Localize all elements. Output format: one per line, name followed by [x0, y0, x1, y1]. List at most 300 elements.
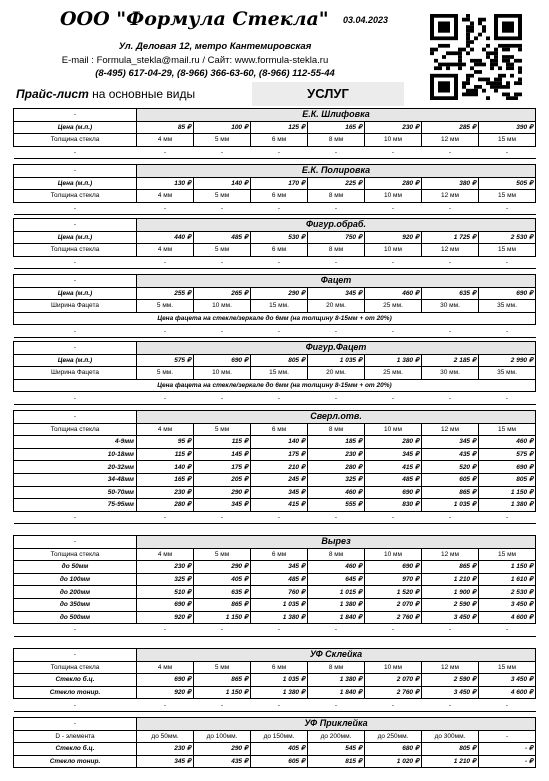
price-cell: 245 ₽ [251, 473, 308, 486]
price-cell: 1 150 ₽ [194, 686, 251, 699]
row-label: 20-32мм [14, 461, 137, 474]
row-label: 10-18мм [14, 448, 137, 461]
price-row [14, 548, 536, 561]
price-cell: 145 ₽ [194, 448, 251, 461]
price-cell: - ₽ [479, 743, 536, 756]
price-section [13, 218, 536, 269]
price-section [13, 341, 536, 405]
blank-dash: - [14, 256, 137, 269]
price-cell: 390 ₽ [479, 121, 536, 134]
value-cell: 8 мм [308, 190, 365, 203]
value-cell: 8 мм [308, 244, 365, 257]
price-cell: 1 015 ₽ [308, 586, 365, 599]
blank-dash: - [194, 511, 251, 524]
value-cell: 12 мм [422, 548, 479, 561]
row-label: Стекло б.ц. [14, 674, 137, 687]
value-cell: до 50мм. [137, 730, 194, 743]
section-dash: - [14, 109, 137, 122]
row-label: Ширина Фацета [14, 367, 137, 380]
price-cell: 415 ₽ [365, 461, 422, 474]
price-section [13, 274, 536, 338]
row-label: Толщина стекла [14, 134, 137, 147]
price-cell: 230 ₽ [137, 743, 194, 756]
price-cell: 805 ₽ [422, 743, 479, 756]
blank-dash: - [194, 256, 251, 269]
blank-dash: - [422, 202, 479, 215]
price-cell: 230 ₽ [137, 561, 194, 574]
value-cell: 6 мм [251, 134, 308, 147]
price-cell: 280 ₽ [365, 177, 422, 190]
value-cell: 10 мм. [194, 300, 251, 313]
price-cell: 3 450 ₽ [422, 686, 479, 699]
price-cell: 255 ₽ [137, 287, 194, 300]
price-cell: 460 ₽ [479, 436, 536, 449]
value-cell: 12 мм [422, 423, 479, 436]
price-row [14, 730, 536, 743]
price-cell: 345 ₽ [308, 287, 365, 300]
row-label: Толщина стекла [14, 190, 137, 203]
value-cell: 6 мм [251, 423, 308, 436]
blank-dash: - [479, 325, 536, 338]
price-cell: 1 035 ₽ [251, 598, 308, 611]
value-cell: 12 мм [422, 190, 479, 203]
price-cell: 815 ₽ [308, 755, 365, 768]
blank-dash: - [14, 624, 137, 637]
value-cell: 20 мм. [308, 367, 365, 380]
price-cell: 405 ₽ [194, 573, 251, 586]
value-cell: 5 мм [194, 548, 251, 561]
price-cell: 230 ₽ [365, 121, 422, 134]
blank-dash: - [308, 699, 365, 712]
price-cell: 605 ₽ [251, 755, 308, 768]
blank-dash: - [308, 256, 365, 269]
section-header-row [14, 275, 536, 288]
price-cell: 290 ₽ [251, 287, 308, 300]
price-cell: 460 ₽ [365, 287, 422, 300]
section-note: Цена фацета на стекле/зеркале до 6мм (на толщину 8-15мм + от 20%) [14, 312, 536, 325]
price-row [14, 423, 536, 436]
price-cell: 1 380 ₽ [251, 686, 308, 699]
price-row [14, 134, 536, 147]
blank-dash: - [194, 325, 251, 338]
price-cell: 460 ₽ [308, 561, 365, 574]
price-cell: 575 ₽ [137, 354, 194, 367]
blank-dash: - [365, 624, 422, 637]
row-label: 34-48мм [14, 473, 137, 486]
section-header-row [14, 649, 536, 662]
blank-dash: - [422, 699, 479, 712]
row-label: до 350мм [14, 598, 137, 611]
value-cell: 12 мм [422, 134, 479, 147]
section-dash: - [14, 342, 137, 355]
value-cell: 10 мм [365, 548, 422, 561]
price-cell: 545 ₽ [308, 743, 365, 756]
value-cell: 4 мм [137, 190, 194, 203]
row-label: до 100мм [14, 573, 137, 586]
price-cell: 100 ₽ [194, 121, 251, 134]
blank-dash: - [365, 146, 422, 159]
blank-dash: - [251, 146, 308, 159]
blank-dash: - [479, 202, 536, 215]
blank-row [14, 256, 536, 269]
section-note: Цена фацета на стекле/зеркале до 6мм (на толщину 8-15мм + от 20%) [14, 379, 536, 392]
section-title: Е.К. Полировка [137, 165, 536, 178]
price-cell: 1 035 ₽ [308, 354, 365, 367]
price-section [13, 410, 536, 524]
price-cell: 2 185 ₽ [422, 354, 479, 367]
blank-dash: - [251, 202, 308, 215]
value-cell: 6 мм [251, 244, 308, 257]
blank-dash: - [308, 624, 365, 637]
price-cell: 405 ₽ [251, 743, 308, 756]
price-cell: 2 990 ₽ [479, 354, 536, 367]
price-cell: 1 520 ₽ [365, 586, 422, 599]
section-title: УФ Приклейка [137, 718, 536, 731]
price-row [14, 661, 536, 674]
row-label: 4-9мм [14, 436, 137, 449]
price-cell: 760 ₽ [251, 586, 308, 599]
blank-dash: - [194, 699, 251, 712]
price-row [14, 499, 536, 512]
price-cell: 210 ₽ [251, 461, 308, 474]
value-cell: 8 мм [308, 548, 365, 561]
row-label: до 50мм [14, 561, 137, 574]
price-row [14, 461, 536, 474]
blank-dash: - [14, 146, 137, 159]
blank-dash: - [479, 511, 536, 524]
note-row [14, 312, 536, 325]
row-label: Стекло б.ц. [14, 743, 137, 756]
section-dash: - [14, 536, 137, 549]
section-header-row [14, 165, 536, 178]
row-label: Цена (м.п.) [14, 231, 137, 244]
price-cell: 325 ₽ [137, 573, 194, 586]
blank-dash: - [194, 202, 251, 215]
blank-dash: - [422, 624, 479, 637]
price-cell: 865 ₽ [422, 486, 479, 499]
value-cell: до 250мм. [365, 730, 422, 743]
blank-dash: - [14, 511, 137, 524]
value-cell: 4 мм [137, 244, 194, 257]
price-cell: 2 530 ₽ [479, 231, 536, 244]
price-cell: 4 600 ₽ [479, 686, 536, 699]
price-cell: 225 ₽ [308, 177, 365, 190]
blank-dash: - [194, 392, 251, 405]
price-cell: 1 380 ₽ [308, 598, 365, 611]
row-label: Ширина Фацета [14, 300, 137, 313]
price-cell: 2 590 ₽ [422, 674, 479, 687]
value-cell: 12 мм [422, 661, 479, 674]
price-cell: 205 ₽ [194, 473, 251, 486]
price-cell: 140 ₽ [251, 436, 308, 449]
value-cell: 8 мм [308, 661, 365, 674]
price-cell: 690 ₽ [137, 598, 194, 611]
section-title: Фацет [137, 275, 536, 288]
value-cell: 10 мм [365, 190, 422, 203]
price-cell: 690 ₽ [194, 354, 251, 367]
price-cell: 345 ₽ [422, 436, 479, 449]
price-cell: 970 ₽ [365, 573, 422, 586]
price-cell: 125 ₽ [251, 121, 308, 134]
price-cell: 325 ₽ [308, 473, 365, 486]
blank-dash: - [365, 511, 422, 524]
price-row [14, 686, 536, 699]
value-cell: 15 мм [479, 190, 536, 203]
price-cell: 460 ₽ [308, 486, 365, 499]
price-cell: 690 ₽ [479, 461, 536, 474]
price-cell: 530 ₽ [251, 231, 308, 244]
price-cell: 290 ₽ [194, 743, 251, 756]
row-label: до 200мм [14, 586, 137, 599]
price-row [14, 573, 536, 586]
price-cell: 115 ₽ [194, 436, 251, 449]
blank-dash: - [137, 511, 194, 524]
price-cell: 345 ₽ [365, 448, 422, 461]
price-cell: 510 ₽ [137, 586, 194, 599]
price-cell: 1 380 ₽ [308, 674, 365, 687]
section-header-row [14, 219, 536, 232]
value-cell: 5 мм [194, 423, 251, 436]
section-title: Вырез [137, 536, 536, 549]
price-cell: 280 ₽ [365, 436, 422, 449]
section-header-row [14, 109, 536, 122]
blank-dash: - [365, 202, 422, 215]
blank-dash: - [14, 202, 137, 215]
price-cell: 920 ₽ [137, 611, 194, 624]
value-cell: 20 мм. [308, 300, 365, 313]
value-cell: 25 мм. [365, 367, 422, 380]
blank-dash: - [137, 392, 194, 405]
price-row [14, 190, 536, 203]
blank-dash: - [251, 256, 308, 269]
value-cell: 15 мм [479, 548, 536, 561]
value-cell: до 100мм. [194, 730, 251, 743]
services-heading: УСЛУГ [252, 82, 404, 106]
price-cell: 440 ₽ [137, 231, 194, 244]
blank-dash: - [479, 392, 536, 405]
price-cell: 680 ₽ [365, 743, 422, 756]
row-label: до 500мм [14, 611, 137, 624]
row-label: Цена (м.п.) [14, 121, 137, 134]
value-cell: 5 мм. [137, 300, 194, 313]
value-cell: 15 мм [479, 661, 536, 674]
price-cell: 1 380 ₽ [479, 499, 536, 512]
section-dash: - [14, 411, 137, 424]
value-cell: 35 мм. [479, 367, 536, 380]
price-row [14, 231, 536, 244]
blank-dash: - [422, 392, 479, 405]
note-row [14, 379, 536, 392]
price-cell: - ₽ [479, 755, 536, 768]
price-section [13, 164, 536, 215]
section-title: Фигур.Фацет [137, 342, 536, 355]
value-cell: 10 мм. [194, 367, 251, 380]
value-cell: 15 мм [479, 423, 536, 436]
price-cell: 690 ₽ [137, 674, 194, 687]
blank-dash: - [479, 256, 536, 269]
section-title: УФ Склейка [137, 649, 536, 662]
blank-row [14, 699, 536, 712]
price-cell: 380 ₽ [422, 177, 479, 190]
price-cell: 280 ₽ [137, 499, 194, 512]
section-dash: - [14, 219, 137, 232]
value-cell: 10 мм [365, 244, 422, 257]
value-cell: 35 мм. [479, 300, 536, 313]
price-cell: 2 530 ₽ [479, 586, 536, 599]
price-cell: 1 840 ₽ [308, 686, 365, 699]
section-dash: - [14, 718, 137, 731]
price-cell: 605 ₽ [422, 473, 479, 486]
blank-dash: - [479, 624, 536, 637]
section-header-row [14, 536, 536, 549]
price-row [14, 561, 536, 574]
blank-dash: - [251, 325, 308, 338]
price-row [14, 300, 536, 313]
blank-dash: - [365, 325, 422, 338]
price-cell: 2 070 ₽ [365, 598, 422, 611]
price-row [14, 244, 536, 257]
price-cell: 1 020 ₽ [365, 755, 422, 768]
price-cell: 290 ₽ [194, 486, 251, 499]
price-cell: 1 380 ₽ [365, 354, 422, 367]
blank-dash: - [137, 699, 194, 712]
value-cell: 5 мм [194, 244, 251, 257]
price-section [13, 717, 536, 768]
pricelist-title [16, 87, 195, 101]
price-cell: 865 ₽ [194, 674, 251, 687]
price-cell: 920 ₽ [365, 231, 422, 244]
price-cell: 575 ₽ [479, 448, 536, 461]
row-label: 75-95мм [14, 499, 137, 512]
section-title: Фигур.обраб. [137, 219, 536, 232]
blank-row [14, 202, 536, 215]
price-cell: 435 ₽ [422, 448, 479, 461]
price-cell: 1 900 ₽ [422, 586, 479, 599]
price-cell: 265 ₽ [194, 287, 251, 300]
blank-dash: - [14, 392, 137, 405]
price-row [14, 448, 536, 461]
section-dash: - [14, 649, 137, 662]
price-cell: 1 150 ₽ [479, 486, 536, 499]
blank-row [14, 392, 536, 405]
price-cell: 750 ₽ [308, 231, 365, 244]
price-row [14, 743, 536, 756]
blank-dash: - [422, 511, 479, 524]
contacts[interactable]: E-mail : Formula_stekla@mail.ru / Сайт: www.formula-stekla.ru [61, 55, 329, 66]
qr-code-icon [430, 14, 522, 100]
price-cell: 345 ₽ [137, 755, 194, 768]
blank-row [14, 325, 536, 338]
price-row [14, 287, 536, 300]
row-label: Стекло тонир. [14, 755, 137, 768]
value-cell: 6 мм [251, 190, 308, 203]
price-cell: 805 ₽ [479, 473, 536, 486]
blank-dash: - [308, 325, 365, 338]
price-cell: 285 ₽ [422, 121, 479, 134]
value-cell: 4 мм [137, 661, 194, 674]
price-row [14, 177, 536, 190]
value-cell: 4 мм [137, 423, 194, 436]
price-cell: 175 ₽ [194, 461, 251, 474]
section-dash: - [14, 165, 137, 178]
value-cell: 15 мм [479, 244, 536, 257]
price-row [14, 611, 536, 624]
price-cell: 1 035 ₽ [422, 499, 479, 512]
value-cell: 5 мм [194, 190, 251, 203]
value-cell: 8 мм [308, 134, 365, 147]
price-cell: 1 840 ₽ [308, 611, 365, 624]
blank-dash: - [251, 392, 308, 405]
price-cell: 2 760 ₽ [365, 686, 422, 699]
blank-dash: - [479, 146, 536, 159]
section-header-row [14, 718, 536, 731]
price-cell: 165 ₽ [308, 121, 365, 134]
value-cell: 30 мм. [422, 367, 479, 380]
price-cell: 505 ₽ [479, 177, 536, 190]
price-cell: 140 ₽ [194, 177, 251, 190]
price-cell: 555 ₽ [308, 499, 365, 512]
price-cell: 635 ₽ [194, 586, 251, 599]
blank-dash: - [137, 256, 194, 269]
blank-dash: - [308, 511, 365, 524]
section-dash: - [14, 275, 137, 288]
row-label: Стекло тонир. [14, 686, 137, 699]
price-cell: 230 ₽ [308, 448, 365, 461]
blank-dash: - [365, 699, 422, 712]
row-label: Толщина стекла [14, 244, 137, 257]
blank-dash: - [251, 511, 308, 524]
blank-dash: - [365, 256, 422, 269]
document-date: 03.04.2023 [343, 15, 389, 25]
blank-dash: - [137, 624, 194, 637]
price-cell: 1 380 ₽ [251, 611, 308, 624]
value-cell: 30 мм. [422, 300, 479, 313]
price-cell: 690 ₽ [365, 486, 422, 499]
price-cell: 115 ₽ [137, 448, 194, 461]
price-cell: 830 ₽ [365, 499, 422, 512]
value-cell: до 200мм. [308, 730, 365, 743]
price-cell: 415 ₽ [251, 499, 308, 512]
blank-dash: - [422, 146, 479, 159]
blank-dash: - [14, 699, 137, 712]
price-cell: 3 450 ₽ [422, 611, 479, 624]
price-cell: 175 ₽ [251, 448, 308, 461]
price-cell: 170 ₽ [251, 177, 308, 190]
price-cell: 645 ₽ [308, 573, 365, 586]
price-cell: 485 ₽ [194, 231, 251, 244]
price-cell: 2 760 ₽ [365, 611, 422, 624]
price-section [13, 108, 536, 159]
value-cell: 8 мм [308, 423, 365, 436]
row-label: Толщина стекла [14, 661, 137, 674]
value-cell: до 150мм. [251, 730, 308, 743]
price-cell: 805 ₽ [251, 354, 308, 367]
price-row [14, 473, 536, 486]
row-label: 50-70мм [14, 486, 137, 499]
price-cell: 520 ₽ [422, 461, 479, 474]
price-cell: 1 210 ₽ [422, 573, 479, 586]
value-cell: 5 мм [194, 134, 251, 147]
price-cell: 290 ₽ [194, 561, 251, 574]
price-cell: 1 150 ₽ [194, 611, 251, 624]
value-cell: 10 мм [365, 661, 422, 674]
blank-dash: - [422, 256, 479, 269]
row-label: Толщина стекла [14, 423, 137, 436]
price-cell: 95 ₽ [137, 436, 194, 449]
value-cell: 6 мм [251, 548, 308, 561]
row-label: Толщина стекла [14, 548, 137, 561]
blank-dash: - [251, 624, 308, 637]
